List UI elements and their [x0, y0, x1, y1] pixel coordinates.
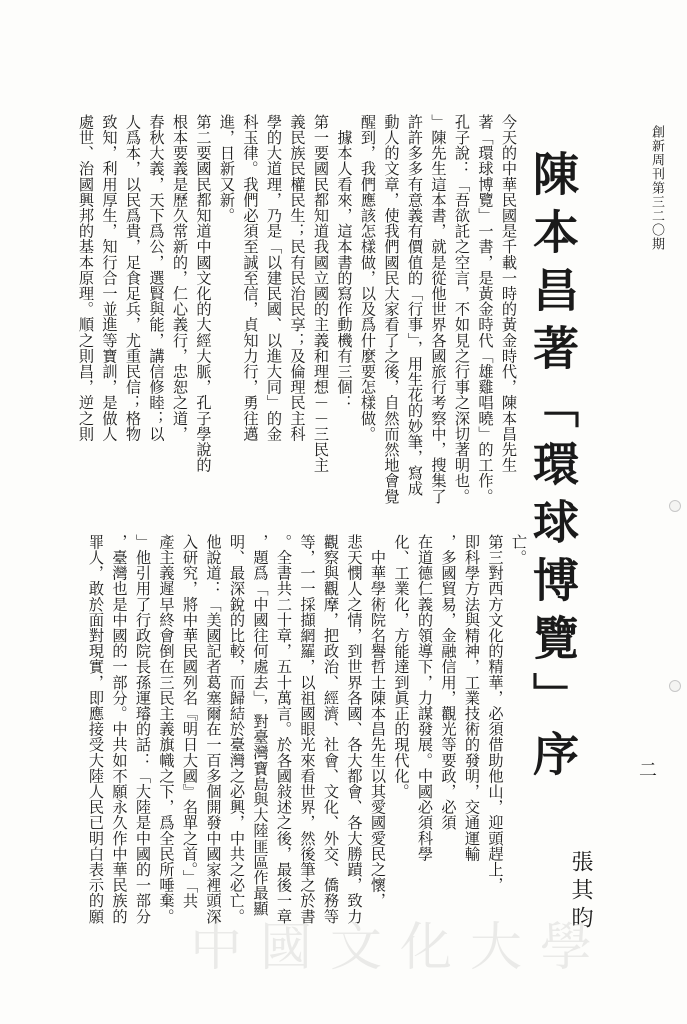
text-line: 今天的中華民國是千載一時的黃金時代，陳本昌先生 — [500, 114, 518, 473]
text-line: 產主義遲早終會倒在三民主義旗幟之下，爲全民所唾棄。 — [157, 534, 176, 924]
text-line: 。全書共二十章，五十萬言。於各國敍述之後，最後一章 — [275, 534, 293, 924]
text-line: 第三對西方文化的精華，必須借助他山，迎頭趕上， — [486, 534, 505, 893]
text-line: 悲天憫人之情，到世界各國、各大都會、各大勝蹟，致力 — [345, 534, 364, 924]
article-title: 陳本昌著「環球博覽」序 — [526, 150, 580, 788]
text-line: 罪人，敢於面對現實，即應接受大陸人民已明白表示的願 — [87, 534, 105, 924]
text-line: 許許多多有意義有價值的「行事」，用生花的妙筆，寫成 — [406, 114, 424, 497]
body-text-top — [60, 114, 520, 524]
text-line: 根本要義是歷久常新的，仁心義行，忠恕之道， — [171, 114, 189, 442]
text-line: 明、最深銳的比較，而歸結於臺灣之必興，中共之必亡。 — [228, 534, 246, 924]
journal-header: 創新周刊第三二〇期 — [649, 125, 664, 251]
text-line: 等，一一採擷網羅，以祖國眼光來看世界，然後筆之於書 — [298, 534, 317, 924]
text-line: 觀察與觀摩，把政治、經濟、社會、文化、外交、僑務等 — [322, 534, 340, 924]
text-line: 亡。 — [510, 534, 528, 566]
text-line: 著「環球博覽」一書，是黃金時代「雄雞唱曉」的工作。 — [476, 114, 495, 504]
text-line: ，臺灣也是中國的一部分。中共如不願永久作中華民族的 — [110, 534, 129, 924]
text-line: 科玉律。我們必須至誠至信，貞知力行，勇往邁 — [241, 114, 260, 442]
text-line: 義民族民權民生；民有民治民享；及倫理民主科 — [288, 114, 307, 442]
text-line: 他說道：「美國記者葛塞爾在一百多個開發中國家裡頭深 — [204, 534, 223, 924]
text-line: 醒到，我們應該怎樣做，以及爲什麼要怎樣做。 — [359, 114, 377, 442]
binding-hole — [669, 500, 681, 512]
text-line: 」他引用了行政院長孫運璿的話：「大陸是中國的一部分 — [134, 534, 152, 924]
text-line: 中華學術院名譽哲士陳本昌先生以其愛國愛民之懷， — [369, 534, 387, 909]
text-line: 處世、治國興邦的基本原理。順之則昌，逆之則 — [77, 114, 95, 442]
text-line: 第二要國民都知道中國文化的大經大脈，孔子學說的 — [194, 114, 213, 473]
binding-hole — [669, 680, 681, 692]
text-line: 據本人看來，這本書的寫作動機有三個： — [335, 114, 354, 411]
text-line: ，多國貿易，金融信用，觀光等要政，必須 — [439, 534, 458, 831]
text-line: 」陳先生這本書，就是從他世界各國旅行考察中，搜集了 — [429, 114, 448, 504]
text-line: 在道德仁義的領導下，力謀發展。中國必須科學 — [416, 534, 434, 862]
text-line: 春秋大義，天下爲公，選賢與能，講信修睦；以 — [147, 114, 166, 442]
text-line: 化、工業化，方能達到眞正的現代化。 — [392, 534, 411, 800]
text-line: 致知，利用厚生，知行合一並進等寶訓，是做人 — [100, 114, 119, 442]
author-name: 張其昀 — [568, 850, 593, 934]
watermark: 中國文化大學 — [190, 918, 611, 978]
page-number: 二 — [636, 760, 657, 778]
text-line: 學的大道理，乃是「以建民國、以進大同」的金 — [265, 114, 283, 442]
text-line: 第一要國民都知道我國立國的主義和理想－－三民主 — [312, 114, 330, 473]
text-line: 進，日新又新。 — [218, 114, 236, 224]
text-line: 即科學方法與精神，工業技術的發明，交通運輸 — [463, 534, 481, 862]
text-line: 人爲本，以民爲貴，足食足兵，尤重民信；格物 — [124, 114, 142, 442]
text-line: 入研究，將中華民國列名『明日大國』名單之首。」「共 — [181, 534, 199, 909]
text-line: 孔子說：「吾欲託之空言，不如見之行事之深切著明也。 — [453, 114, 471, 504]
text-line: ，題爲「中國往何處去」，對臺灣寶島與大陸匪區作最顯 — [251, 534, 270, 917]
text-line: 動人的文章，使我們國民大家看了之後，自然而然地會覺 — [382, 114, 401, 504]
